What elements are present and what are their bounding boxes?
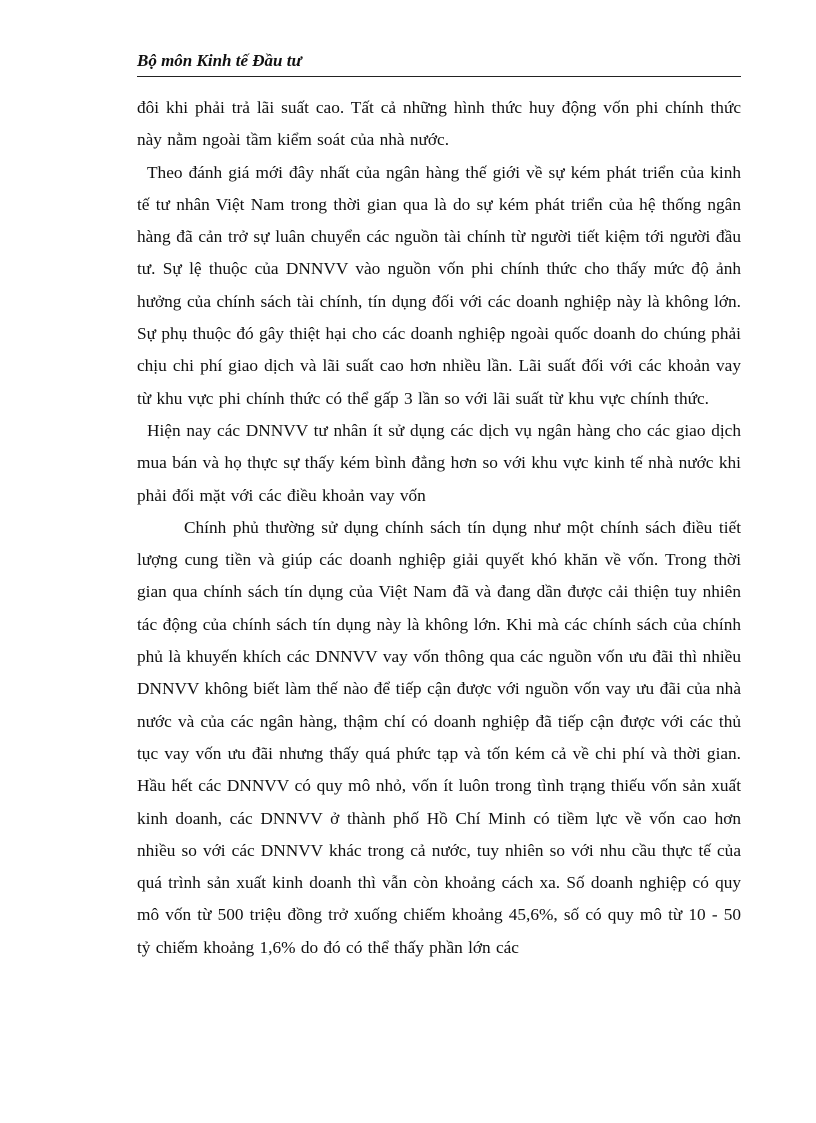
paragraph-1: đôi khi phải trả lãi suất cao. Tất cả những hình thức huy động vốn phi chính thức này nằm ngoài tầm kiểm soát của nhà nước.	[137, 98, 741, 150]
header-title: Bộ môn Kinh tế Đầu tư	[137, 51, 302, 70]
paragraph-4: Chính phủ thường sử dụng chính sách tín dụng như một chính sách điều tiết lượng cung tiền và giúp các doanh nghiệp giải quyết khó khăn về vốn. Trong thời gian qua chính sách tín dụng của Việt Nam đã và đang dần được cải thiện tuy nhiên tác động của chính sách tín dụng này là không lớn. Khi mà các chính sách của chính phủ là khuyến khích các DNNVV vay vốn thông qua các nguồn vốn ưu đãi thì nhiều DNNVV không biết làm thế nào để tiếp cận được với nguồn vốn vay ưu đãi của nhà nước và của các ngân hàng, thậm chí có doanh nghiệp đã tiếp cận được với các thủ tục vay vốn ưu đãi nhưng thấy quá phức tạp và tốn kém cả về chi phí và thời gian. Hầu hết các DNNVV có quy mô nhỏ, vốn ít luôn trong tình trạng thiếu vốn sản xuất kinh doanh, các DNNVV ở thành phố Hồ Chí Minh có tiềm lực về vốn cao hơn nhiều so với các DNNVV khác trong cả nước, tuy nhiên so với nhu cầu thực tế của quá trình sản xuất kinh doanh thì vẫn còn khoảng cách xa. Số doanh nghiệp có quy mô vốn từ 500 triệu đồng trở xuống chiếm khoảng 45,6%, số có quy mô từ 10 - 50 tỷ chiếm khoảng 1,6% do đó có thể thấy phần lớn các	[137, 517, 741, 957]
paragraph-2: Theo đánh giá mới đây nhất của ngân hàng thế giới về sự kém phát triển của kinh tế tư nhân Việt Nam trong thời gian qua là do sự kém phát triển của hệ thống ngân hàng đã cản trở sự luân chuyển các nguồn tài chính từ người tiết kiệm tới người đầu tư. Sự lệ thuộc của DNNVV vào nguồn vốn phi chính thức cho thấy mức độ ảnh hưởng của chính sách tài chính, tín dụng đối với các doanh nghiệp này là không lớn. Sự phụ thuộc đó gây thiệt hại cho các doanh nghiệp ngoài quốc doanh do chúng phải chịu chi phí giao dịch và lãi suất cao hơn nhiều lần. Lãi suất đối với các khoản vay từ khu vực phi chính thức có thể gấp 3 lần so với lãi suất từ khu vực chính thức.	[137, 162, 741, 408]
document-body	[137, 92, 741, 964]
paragraph-3: Hiện nay các DNNVV tư nhân ít sử dụng các dịch vụ ngân hàng cho các giao dịch mua bán và họ thực sự thấy kém bình đẳng hơn so với khu vực kinh tế nhà nước khi phải đối mặt với các điều khoản vay vốn	[137, 420, 741, 505]
page-header	[137, 50, 741, 77]
